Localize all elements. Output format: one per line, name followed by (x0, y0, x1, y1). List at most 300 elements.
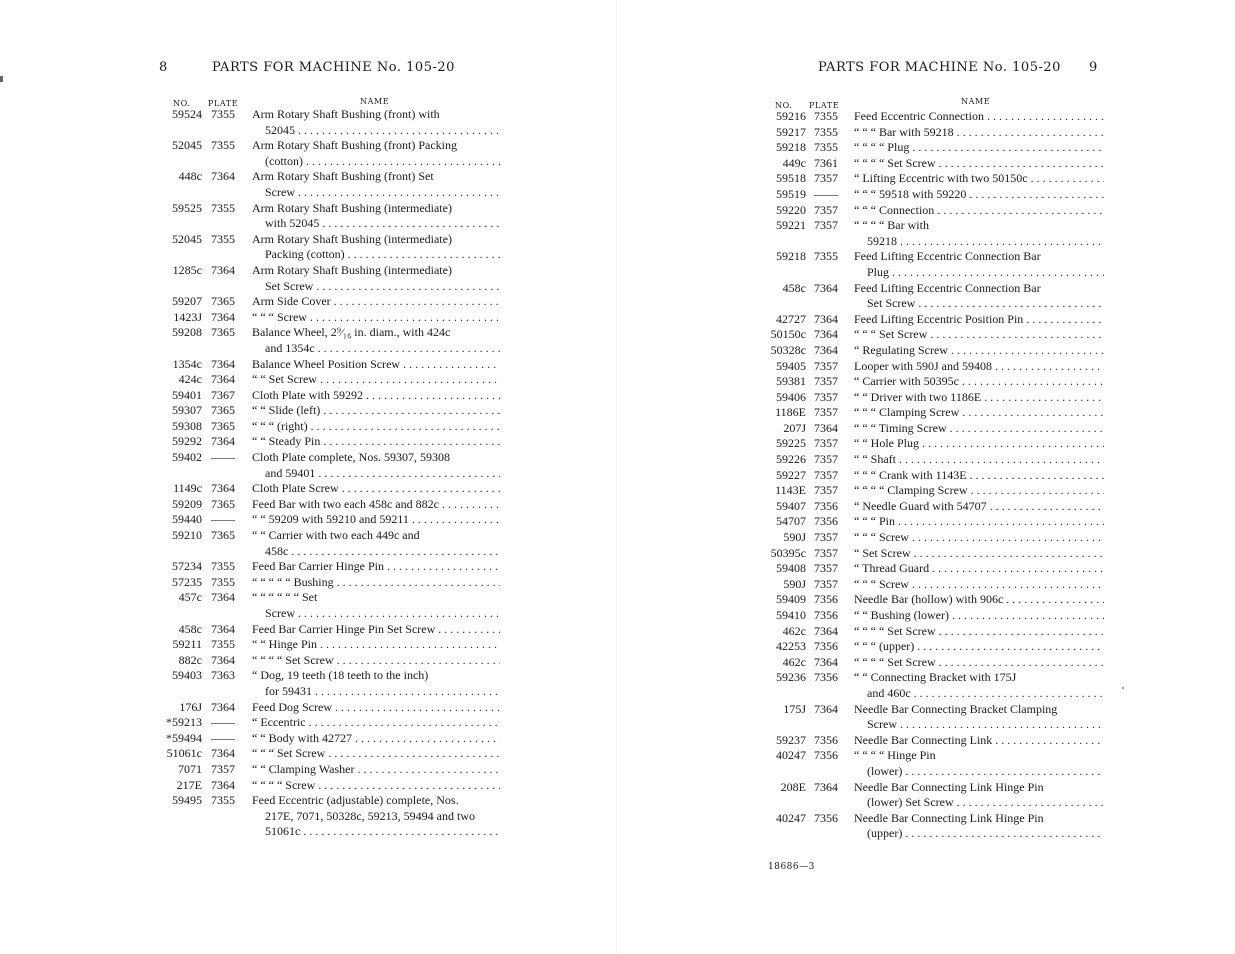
part-name-line: Set Screw . . . (252, 279, 500, 295)
part-number: 59209 (172, 496, 202, 511)
part-name-line: Needle Bar (hollow) with 906c . . . (854, 592, 1104, 608)
part-number: 448c (178, 169, 202, 184)
part-row (764, 530, 1104, 546)
part-number: 59226 (776, 452, 806, 467)
part-row (160, 778, 500, 794)
plate-number: 7357 (814, 452, 838, 467)
part-name-line: “ “ “ Clamping Screw . . . (854, 405, 1104, 421)
part-name-line: “ Carrier with 50395c . . . (854, 374, 1104, 390)
part-number: 50395c (770, 545, 806, 560)
part-number: 59292 (172, 434, 202, 449)
plate-number: 7364 (814, 701, 838, 716)
part-name (854, 811, 1104, 842)
part-name-line: “ Set Screw . . . (854, 546, 1104, 562)
part-name (854, 452, 1104, 468)
part-name-line: Arm Rotary Shaft Bushing (intermediate) (252, 200, 452, 215)
part-name-line: Arm Side Cover . . . (252, 294, 500, 310)
plate-number: 7355 (814, 140, 838, 155)
plate-number: 7357 (814, 218, 838, 233)
part-number: 59403 (172, 668, 202, 683)
part-number: 424c (178, 372, 202, 387)
plate-number: 7364 (211, 652, 235, 667)
part-number: 40247 (776, 810, 806, 825)
part-name-line: Needle Bar Connecting Link Hinge Pin (854, 810, 1044, 825)
part-name-line: Screw . . . (252, 185, 500, 201)
part-name (252, 590, 500, 621)
part-name (252, 294, 500, 310)
plate-number: 7356 (814, 639, 838, 654)
plate-number: 7365 (211, 403, 235, 418)
part-number: 59210 (172, 528, 202, 543)
plate-number: 7357 (814, 561, 838, 576)
part-name-line: Feed Lifting Eccentric Connection Bar (854, 249, 1041, 264)
part-name-line: “ “ “ “ Plug . . . (854, 140, 1104, 156)
part-name-line: Needle Bar Connecting Link Hinge Pin (854, 779, 1044, 794)
part-name (854, 187, 1104, 203)
plate-number: 7363 (211, 668, 235, 683)
part-number: 42253 (776, 639, 806, 654)
part-number: 59225 (776, 436, 806, 451)
part-number: 52045 (172, 231, 202, 246)
plate-number: 7367 (211, 387, 235, 402)
part-name-line: (upper) . . . (854, 826, 1104, 842)
plate-number: 7364 (211, 777, 235, 792)
part-name-line: “ “ Set Screw . . . (252, 372, 500, 388)
part-name (252, 512, 500, 528)
part-name (854, 281, 1104, 312)
part-name-line: Cloth Plate complete, Nos. 59307, 59308 (252, 450, 450, 465)
part-name-line: Set Screw . . . (854, 296, 1104, 312)
part-number: 175J (783, 701, 806, 716)
part-row (764, 655, 1104, 671)
part-name-line: “ “ Driver with two 1186E . . . (854, 390, 1104, 406)
part-row (764, 405, 1104, 421)
plate-number: —— (211, 512, 235, 527)
left-col-no-header: NO. (173, 99, 191, 108)
part-name-line: “ “ Clamping Washer . . . (252, 762, 500, 778)
part-row (160, 419, 500, 435)
plate-number: 7364 (814, 342, 838, 357)
part-row (160, 512, 500, 528)
part-name (854, 156, 1104, 172)
part-number: 59518 (776, 171, 806, 186)
part-name (252, 575, 500, 591)
part-row (160, 653, 500, 669)
part-number: 458c (178, 621, 202, 636)
part-row (160, 107, 500, 138)
plate-number: 7364 (814, 654, 838, 669)
part-row (764, 390, 1104, 406)
plate-number: 7364 (211, 481, 235, 496)
part-name (252, 107, 500, 138)
part-name (854, 109, 1104, 125)
part-name (252, 622, 500, 638)
part-number: 50328c (770, 342, 806, 357)
part-row (160, 637, 500, 653)
plate-number: 7364 (814, 311, 838, 326)
part-number: 590J (783, 530, 806, 545)
part-number: 59495 (172, 793, 202, 808)
part-name-line: Arm Rotary Shaft Bushing (intermediate) (252, 262, 452, 277)
right-parts-list (764, 109, 1104, 842)
part-name-line: “ “ “ Set Screw . . . (252, 746, 500, 762)
part-row (764, 577, 1104, 593)
part-number: 59408 (776, 561, 806, 576)
part-number: 59211 (172, 637, 202, 652)
part-name-line: “ “ “ Connection . . . (854, 203, 1104, 219)
part-name (854, 405, 1104, 421)
part-row (764, 733, 1104, 749)
part-row (160, 715, 500, 731)
part-name (854, 530, 1104, 546)
part-number: 57234 (172, 559, 202, 574)
part-row (160, 403, 500, 419)
part-row (160, 559, 500, 575)
part-name-line: Cloth Plate Screw . . . (252, 481, 500, 497)
part-row (160, 481, 500, 497)
part-row (160, 668, 500, 699)
part-number: 208E (780, 779, 806, 794)
part-number: 59405 (776, 358, 806, 373)
part-number: 590J (783, 576, 806, 591)
plate-number: 7356 (814, 514, 838, 529)
part-number: 59307 (172, 403, 202, 418)
plate-number: 7364 (814, 280, 838, 295)
part-name-line: Packing (cotton) . . . (252, 247, 500, 263)
part-name (854, 655, 1104, 671)
part-name-line: Needle Bar Connecting Bracket Clamping (854, 701, 1058, 716)
part-name-line: “ “ “ “ Set Screw . . . (854, 624, 1104, 640)
part-row (764, 171, 1104, 187)
part-name-line: with 52045 . . . (252, 216, 500, 232)
part-name (854, 125, 1104, 141)
part-row (160, 201, 500, 232)
part-name (252, 263, 500, 294)
plate-number: 7355 (211, 574, 235, 589)
right-page-number: 9 (1089, 60, 1098, 75)
part-number: 59524 (172, 107, 202, 121)
part-name (854, 499, 1104, 515)
part-number: 40247 (776, 748, 806, 763)
part-number: 59381 (776, 374, 806, 389)
part-number: 59220 (776, 202, 806, 217)
part-name (252, 762, 500, 778)
plate-number: 7357 (814, 389, 838, 404)
part-name (252, 325, 500, 356)
plate-number: 7355 (211, 793, 235, 808)
part-row (764, 592, 1104, 608)
part-row (764, 483, 1104, 499)
part-name-line: Looper with 590J and 59408 . . . (854, 359, 1104, 375)
part-name (854, 639, 1104, 655)
part-row (160, 497, 500, 513)
part-name-line: for 59431 . . . (252, 684, 500, 700)
part-name-line: “ Lifting Eccentric with two 50150c . . . (854, 171, 1104, 187)
plate-number: 7365 (211, 528, 235, 543)
plate-number: 7355 (814, 124, 838, 139)
plate-number: 7355 (211, 559, 235, 574)
part-name (854, 249, 1104, 280)
part-row (160, 528, 500, 559)
plate-number: 7357 (814, 467, 838, 482)
part-name-line: Balance Wheel, 2⁹⁄₁₆ in. diam., with 424c (252, 325, 451, 340)
part-name (252, 403, 500, 419)
part-name-line: Feed Lifting Eccentric Connection Bar (854, 280, 1041, 295)
part-row (764, 608, 1104, 624)
part-number: 42727 (776, 311, 806, 326)
part-name (252, 700, 500, 716)
part-name (854, 140, 1104, 156)
part-number: 59208 (172, 325, 202, 340)
part-name-line: “ “ “ “ Set Screw . . . (854, 156, 1104, 172)
plate-number: 7364 (211, 169, 235, 184)
part-name-line: “ “ Hinge Pin . . . (252, 637, 500, 653)
part-row (160, 746, 500, 762)
part-row (764, 561, 1104, 577)
plate-number: —— (211, 715, 235, 730)
part-row (764, 670, 1104, 701)
part-row (764, 702, 1104, 733)
part-name-line: “ “ Body with 42727 . . . (252, 731, 500, 747)
part-number: 1143E (775, 483, 806, 498)
part-name (252, 731, 500, 747)
part-name-line: “ “ “ Screw . . . (854, 530, 1104, 546)
part-name (854, 436, 1104, 452)
part-row (160, 762, 500, 778)
part-name-line: “ Eccentric . . . (252, 715, 500, 731)
part-name-line: “ “ Connecting Bracket with 175J (854, 670, 1017, 685)
part-number: 1423J (173, 309, 202, 324)
plate-number: 7365 (211, 325, 235, 340)
plate-number: 7355 (211, 200, 235, 215)
plate-number: 7364 (814, 420, 838, 435)
part-name (854, 608, 1104, 624)
part-name (854, 343, 1104, 359)
part-row (764, 421, 1104, 437)
part-name (252, 201, 500, 232)
part-row (160, 263, 500, 294)
part-name-line: Balance Wheel Position Screw . . . (252, 357, 500, 373)
part-name (854, 592, 1104, 608)
part-row (160, 325, 500, 356)
part-name-line: Arm Rotary Shaft Bushing (intermediate) (252, 231, 452, 246)
plate-number: 7365 (211, 294, 235, 309)
plate-number: 7357 (211, 761, 235, 776)
part-name-line: “ “ Shaft . . . (854, 452, 1104, 468)
plate-number: 7364 (211, 262, 235, 277)
part-name-line: Screw . . . (854, 717, 1104, 733)
plate-number: 7364 (211, 621, 235, 636)
part-name-line: “ “ “ Crank with 1143E . . . (854, 468, 1104, 484)
part-row (764, 452, 1104, 468)
plate-number: 7364 (211, 434, 235, 449)
part-number: 59402 (172, 450, 202, 465)
part-number: 1354c (172, 356, 202, 371)
part-name-line: “ Regulating Screw . . . (854, 343, 1104, 359)
part-number: 59525 (172, 200, 202, 215)
part-name (854, 577, 1104, 593)
part-number: 1149c (173, 481, 202, 496)
part-name (252, 746, 500, 762)
part-row (764, 811, 1104, 842)
plate-number: 7364 (211, 309, 235, 324)
part-name-line: “ “ Slide (left) . . . (252, 403, 500, 419)
part-name (252, 372, 500, 388)
part-name (854, 390, 1104, 406)
part-number: 50150c (770, 327, 806, 342)
part-name (252, 559, 500, 575)
plate-number: 7365 (211, 496, 235, 511)
part-name-line: “ “ “ “ “ Bushing . . . (252, 575, 500, 591)
part-name (854, 327, 1104, 343)
part-row (160, 793, 500, 840)
part-number: 59207 (172, 294, 202, 309)
part-row (764, 546, 1104, 562)
part-name-line: “ “ “ “ Screw . . . (252, 778, 500, 794)
part-name (854, 624, 1104, 640)
part-number: *59213 (166, 715, 202, 730)
part-number: 59407 (776, 498, 806, 513)
right-page (617, 0, 1235, 954)
plate-number: 7355 (211, 231, 235, 246)
plate-number: —— (211, 730, 235, 745)
part-name-line: “ Thread Guard . . . (854, 561, 1104, 577)
part-name-line: “ “ “ “ “ “ Set (252, 590, 318, 605)
part-row (160, 232, 500, 263)
left-page-title: PARTS FOR MACHINE No. 105-20 (212, 60, 455, 75)
right-page-title: PARTS FOR MACHINE No. 105-20 (818, 60, 1061, 75)
part-number: 59409 (776, 592, 806, 607)
part-row (160, 575, 500, 591)
part-row (764, 203, 1104, 219)
left-page-number: 8 (159, 60, 168, 75)
part-row (764, 281, 1104, 312)
plate-number: 7361 (814, 155, 838, 170)
part-number: 207J (783, 420, 806, 435)
plate-number: 7364 (211, 356, 235, 371)
part-name-line: “ “ Hole Plug . . . (854, 436, 1104, 452)
part-name-line: (cotton) . . . (252, 154, 500, 170)
part-name (252, 778, 500, 794)
part-name-line: and 1354c . . . (252, 341, 500, 357)
part-number: 59216 (776, 109, 806, 123)
part-number: 59218 (776, 140, 806, 155)
part-name-line: Feed Bar with two each 458c and 882c . . . (252, 497, 500, 513)
part-row (764, 748, 1104, 779)
part-number: 54707 (776, 514, 806, 529)
part-number: 882c (178, 652, 202, 667)
part-name (252, 310, 500, 326)
part-number: 51061c (166, 746, 202, 761)
plate-number: 7364 (814, 327, 838, 342)
part-name-line: and 460c . . . (854, 686, 1104, 702)
plate-number: 7357 (814, 436, 838, 451)
part-name (854, 468, 1104, 484)
printer-code: 18686—3 (768, 862, 815, 872)
part-name (252, 434, 500, 450)
plate-number: 7356 (814, 592, 838, 607)
part-row (764, 327, 1104, 343)
part-row (764, 125, 1104, 141)
part-name (252, 388, 500, 404)
plate-number: 7357 (814, 405, 838, 420)
part-number: 462c (782, 623, 806, 638)
part-number: 59218 (776, 249, 806, 264)
part-row (160, 294, 500, 310)
part-name (854, 203, 1104, 219)
part-name-line: “ “ “ Screw . . . (854, 577, 1104, 593)
plate-number: 7356 (814, 748, 838, 763)
part-row (764, 187, 1104, 203)
part-name (252, 653, 500, 669)
plate-number: 7364 (211, 372, 235, 387)
part-name-line: Arm Rotary Shaft Bushing (front) Packing (252, 138, 457, 153)
part-name-line: “ “ “ Set Screw . . . (854, 327, 1104, 343)
part-row (764, 639, 1104, 655)
part-row (764, 140, 1104, 156)
right-col-name-header: NAME (961, 97, 991, 106)
part-name (854, 374, 1104, 390)
part-name-line: “ “ “ 59518 with 59220 . . . (854, 187, 1104, 203)
part-row (764, 468, 1104, 484)
plate-number: 7355 (211, 107, 235, 121)
part-row (160, 590, 500, 621)
plate-number: 7356 (814, 670, 838, 685)
part-row (764, 156, 1104, 172)
part-number: 462c (782, 654, 806, 669)
left-page (0, 0, 617, 954)
part-number: *59494 (166, 730, 202, 745)
plate-number: 7364 (211, 699, 235, 714)
part-number: 458c (782, 280, 806, 295)
part-number: 59217 (776, 124, 806, 139)
part-name (854, 171, 1104, 187)
part-number: 1186E (775, 405, 806, 420)
part-number: 59221 (776, 218, 806, 233)
plate-number: 7365 (211, 418, 235, 433)
plate-number: 7357 (814, 171, 838, 186)
plate-number: 7364 (211, 590, 235, 605)
part-name (854, 218, 1104, 249)
part-name (854, 483, 1104, 499)
part-number: 59406 (776, 389, 806, 404)
part-name-line: “ “ “ Timing Screw . . . (854, 421, 1104, 437)
part-name (854, 670, 1104, 701)
part-row (764, 374, 1104, 390)
plate-number: 7357 (814, 483, 838, 498)
part-name (252, 450, 500, 481)
part-name (252, 715, 500, 731)
left-col-name-header: NAME (360, 97, 390, 106)
part-name (854, 780, 1104, 811)
part-name-line: “ “ 59209 with 59210 and 59211 . . . (252, 512, 500, 528)
part-name-line: “ “ Steady Pin . . . (252, 434, 500, 450)
part-number: 59308 (172, 418, 202, 433)
part-number: 59401 (172, 387, 202, 402)
part-name (854, 421, 1104, 437)
part-name-line: “ “ “ “ Clamping Screw . . . (854, 483, 1104, 499)
part-name-line: Needle Bar Connecting Link . . . (854, 733, 1104, 749)
part-name-line: 458c . . . (252, 544, 500, 560)
part-row (160, 450, 500, 481)
part-row (764, 359, 1104, 375)
part-name (854, 514, 1104, 530)
part-name-line: “ “ “ Pin . . . (854, 514, 1104, 530)
part-row (160, 357, 500, 373)
part-row (764, 436, 1104, 452)
part-name-line: “ “ “ “ Hinge Pin (854, 748, 936, 763)
plate-number: 7355 (211, 138, 235, 153)
